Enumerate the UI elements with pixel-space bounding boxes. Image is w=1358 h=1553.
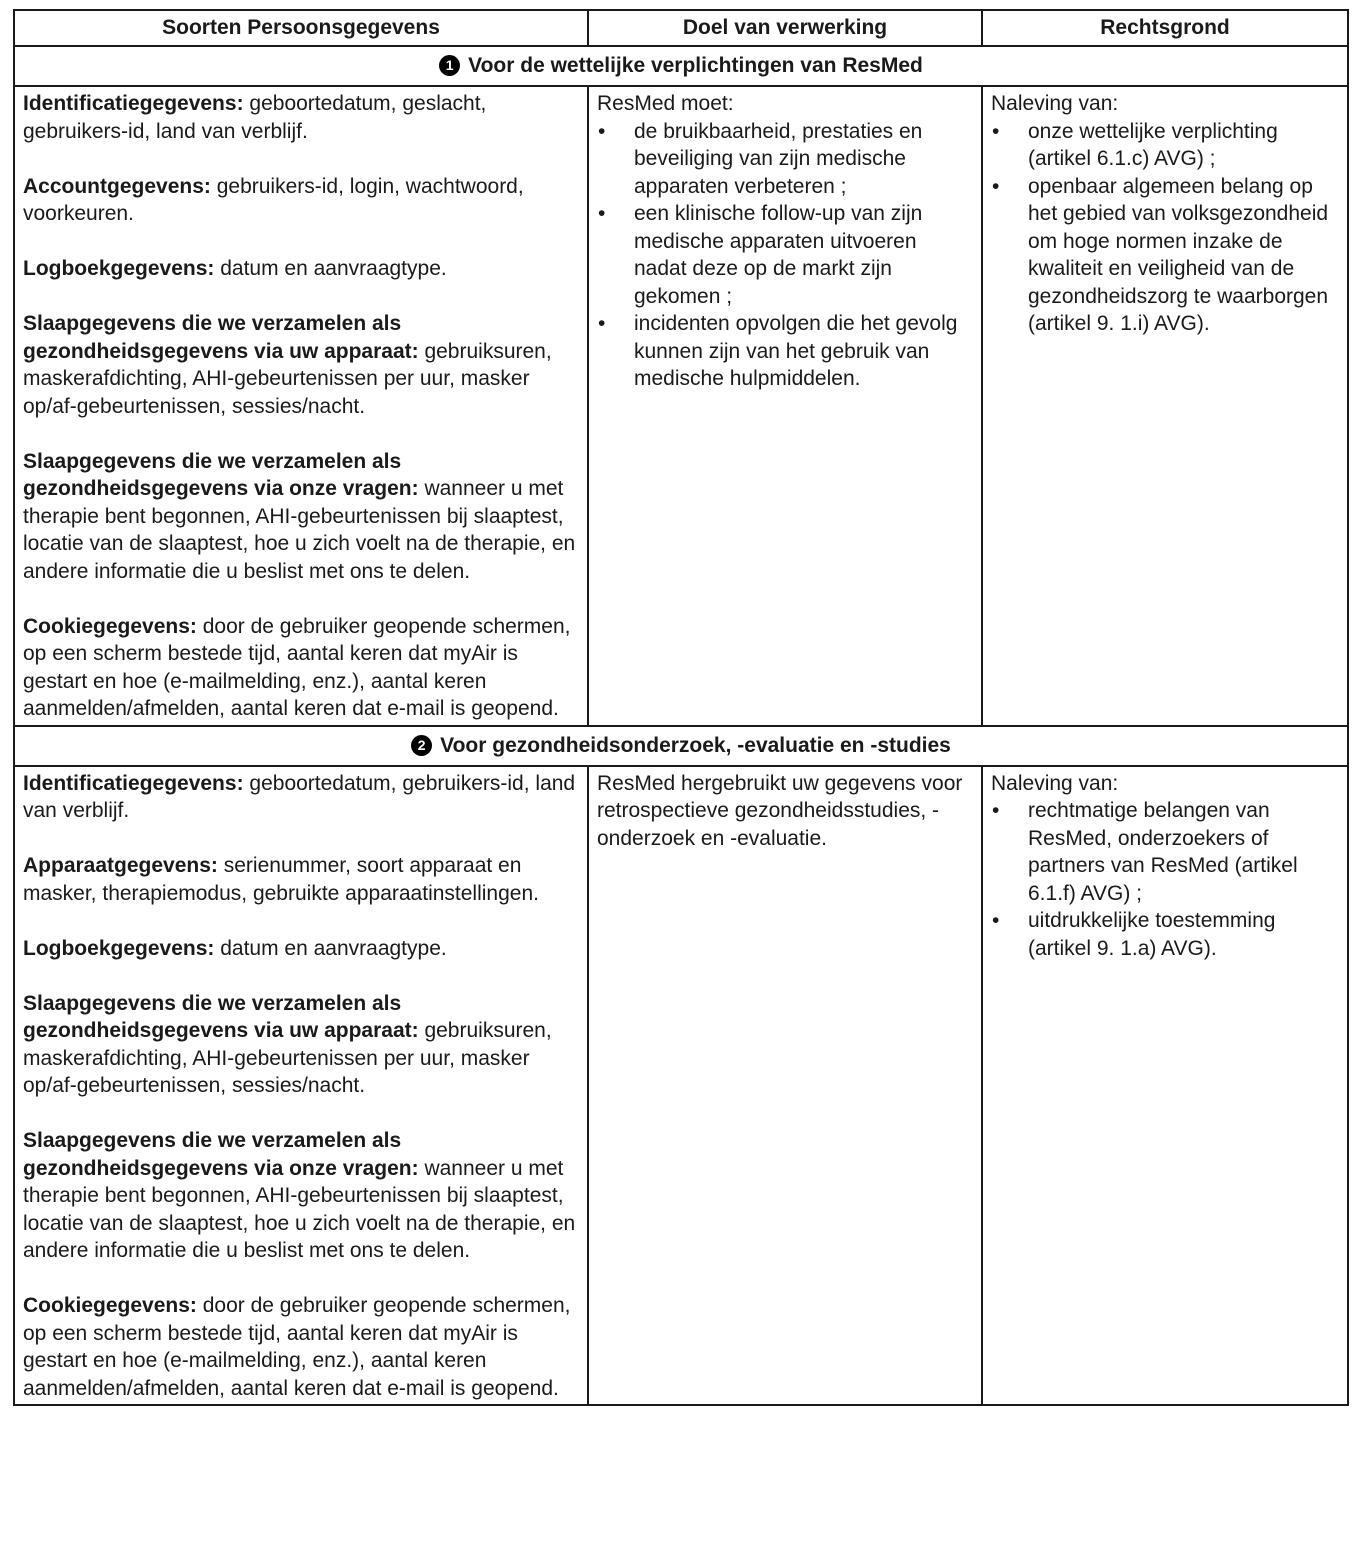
legal-item xyxy=(991,118,1339,173)
legal-list xyxy=(991,797,1339,962)
data-type-block xyxy=(23,613,577,723)
data-type-label: Logboekgegevens: xyxy=(23,257,215,280)
legal-item-text: openbaar algemeen belang op het gebied van volksgezondheid om hoge normen inzake de kwaliteit en veiligheid van de gezondheidszorg te waarborgen (artikel 9. 1.i) AVG). xyxy=(1028,174,1329,335)
purpose-item-text: een klinische follow-up van zijn medische apparaten uitvoeren nadat deze op de markt zijn gekomen ; xyxy=(634,202,923,308)
data-type-block xyxy=(23,852,577,907)
legal-basis-cell xyxy=(982,766,1348,1406)
data-type-label: Slaapgegevens die we verzamelen als gezondheidsgegevens via uw apparaat: xyxy=(23,312,419,363)
data-type-block xyxy=(23,1127,577,1265)
data-type-block xyxy=(23,1292,577,1402)
data-type-block xyxy=(23,448,577,586)
section-heading xyxy=(14,726,1348,766)
section-number-badge: 1 xyxy=(439,55,460,76)
section-title: Voor de wettelijke verplichtingen van ResMed xyxy=(468,54,923,77)
data-type-text: geboortedatum, geslacht, gebruikers-id, land van verblijf. xyxy=(23,92,487,143)
section-heading-row xyxy=(14,726,1348,766)
data-type-block xyxy=(23,173,577,228)
data-type-block xyxy=(23,310,577,420)
legal-list xyxy=(991,118,1339,338)
purpose-item-text: de bruikbaarheid, prestaties en beveiliging van zijn medische apparaten verbeteren ; xyxy=(634,119,923,198)
data-type-label: Cookiegegevens: xyxy=(23,614,197,638)
legal-intro: Naleving van: xyxy=(991,92,1119,115)
legal-item xyxy=(991,797,1339,907)
purpose-list xyxy=(597,118,973,393)
legal-item-text: uitdrukkelijke toestemming (artikel 9. 1.a) AVG). xyxy=(1028,909,1276,960)
bullet-icon: • xyxy=(992,909,1000,932)
purpose-item xyxy=(597,310,973,393)
section-title: Voor gezondheidsonderzoek, -evaluatie en -studies xyxy=(440,733,951,757)
data-type-block xyxy=(23,770,577,825)
data-type-label: Slaapgegevens die we verzamelen als gezondheidsgegevens via onze vragen: xyxy=(23,1129,419,1180)
data-type-text: datum en aanvraagtype. xyxy=(220,257,447,280)
data-type-block xyxy=(23,990,577,1100)
data-type-label: Apparaatgegevens: xyxy=(23,854,218,877)
data-types-cell xyxy=(14,86,588,726)
data-type-text: wanneer u met therapie bent begonnen, AHI-gebeurtenissen bij slaaptest, locatie van de slaaptest, hoe u zich voelt na de therapie, en andere informatie die u beslist met ons te delen. xyxy=(23,1156,576,1262)
data-type-text: gebruikers-id, login, wachtwoord, voorkeuren. xyxy=(23,174,524,225)
bullet-icon: • xyxy=(992,799,1000,822)
purpose-item-text: incidenten opvolgen die het gevolg kunnen zijn van het gebruik van medische hulpmiddelen. xyxy=(634,312,958,390)
header-data-types: Soorten Persoonsgegevens xyxy=(14,10,588,46)
data-type-text: door de gebruiker geopende schermen, op een scherm bestede tijd, aantal keren dat myAir is gestart en hoe (e-mailmelding, enz.), aantal keren aanmelden/afmelden, aantal keren dat e-mail is geopend. xyxy=(23,1294,571,1400)
data-type-text: geboortedatum, gebruikers-id, land van verblijf. xyxy=(23,771,576,822)
legal-item xyxy=(991,907,1339,962)
legal-item xyxy=(991,173,1339,338)
data-type-block xyxy=(23,935,577,963)
bullet-icon: • xyxy=(598,312,606,335)
bullet-icon: • xyxy=(598,202,606,225)
section-heading xyxy=(14,46,1348,86)
header-purpose: Doel van verwerking xyxy=(588,10,982,46)
header-legal-basis: Rechtsgrond xyxy=(982,10,1348,46)
bullet-icon: • xyxy=(992,174,1000,198)
data-type-label: Slaapgegevens die we verzamelen als gezondheidsgegevens via uw apparaat: xyxy=(23,991,419,1042)
purpose-cell xyxy=(588,86,982,726)
data-types-cell xyxy=(14,766,588,1406)
legal-intro: Naleving van: xyxy=(991,771,1119,795)
header-row xyxy=(14,10,1348,46)
data-type-text: datum en aanvraagtype. xyxy=(220,936,447,960)
data-type-text: wanneer u met therapie bent begonnen, AHI-gebeurtenissen bij slaaptest, locatie van de slaaptest, hoe u zich voelt na de therapie, en andere informatie die u beslist met ons te delen. xyxy=(23,477,576,583)
purpose-intro: ResMed moet: xyxy=(597,92,734,115)
data-type-text: gebruiksuren, maskerafdichting, AHI-gebeurtenissen per uur, masker op/af-gebeurtenissen, sessies/nacht. xyxy=(23,1019,552,1097)
data-type-text: serienummer, soort apparaat en masker, therapiemodus, gebruikte apparaatinstellingen. xyxy=(23,854,539,905)
legal-item-text: rechtmatige belangen van ResMed, onderzoekers of partners van ResMed (artikel 6.1.f) AVG) ; xyxy=(1028,799,1298,905)
data-type-block xyxy=(23,255,577,283)
data-type-label: Identificatiegegevens: xyxy=(23,771,244,795)
section-heading-row xyxy=(14,46,1348,86)
purpose-item xyxy=(597,118,973,201)
purpose-item xyxy=(597,200,973,310)
legal-basis-cell xyxy=(982,86,1348,726)
data-type-label: Identificatiegegevens: xyxy=(23,92,244,115)
purpose-text: ResMed hergebruikt uw gegevens voor retrospectieve gezondheidsstudies, -onderzoek en -evaluatie. xyxy=(597,771,963,850)
data-type-block xyxy=(23,90,577,145)
legal-item-text: onze wettelijke verplichting (artikel 6.1.c) AVG) ; xyxy=(1028,119,1278,170)
section-number-badge: 2 xyxy=(411,735,432,756)
purpose-cell xyxy=(588,766,982,1406)
privacy-table xyxy=(13,9,1349,1406)
data-type-label: Accountgegevens: xyxy=(23,174,211,198)
data-type-label: Cookiegegevens: xyxy=(23,1294,197,1317)
bullet-icon: • xyxy=(992,119,1000,143)
section-content-row xyxy=(14,766,1348,1406)
data-type-label: Logboekgegevens: xyxy=(23,936,215,960)
data-type-text: door de gebruiker geopende schermen, op een scherm bestede tijd, aantal keren dat myAir is gestart en hoe (e-mailmelding, enz.), aantal keren aanmelden/afmelden, aantal keren dat e-mail is geopend. xyxy=(23,614,571,720)
data-type-text: gebruiksuren, maskerafdichting, AHI-gebeurtenissen per uur, masker op/af-gebeurtenissen, sessies/nacht. xyxy=(23,339,552,418)
bullet-icon: • xyxy=(598,119,606,143)
section-content-row xyxy=(14,86,1348,726)
data-type-label: Slaapgegevens die we verzamelen als gezondheidsgegevens via onze vragen: xyxy=(23,449,419,500)
